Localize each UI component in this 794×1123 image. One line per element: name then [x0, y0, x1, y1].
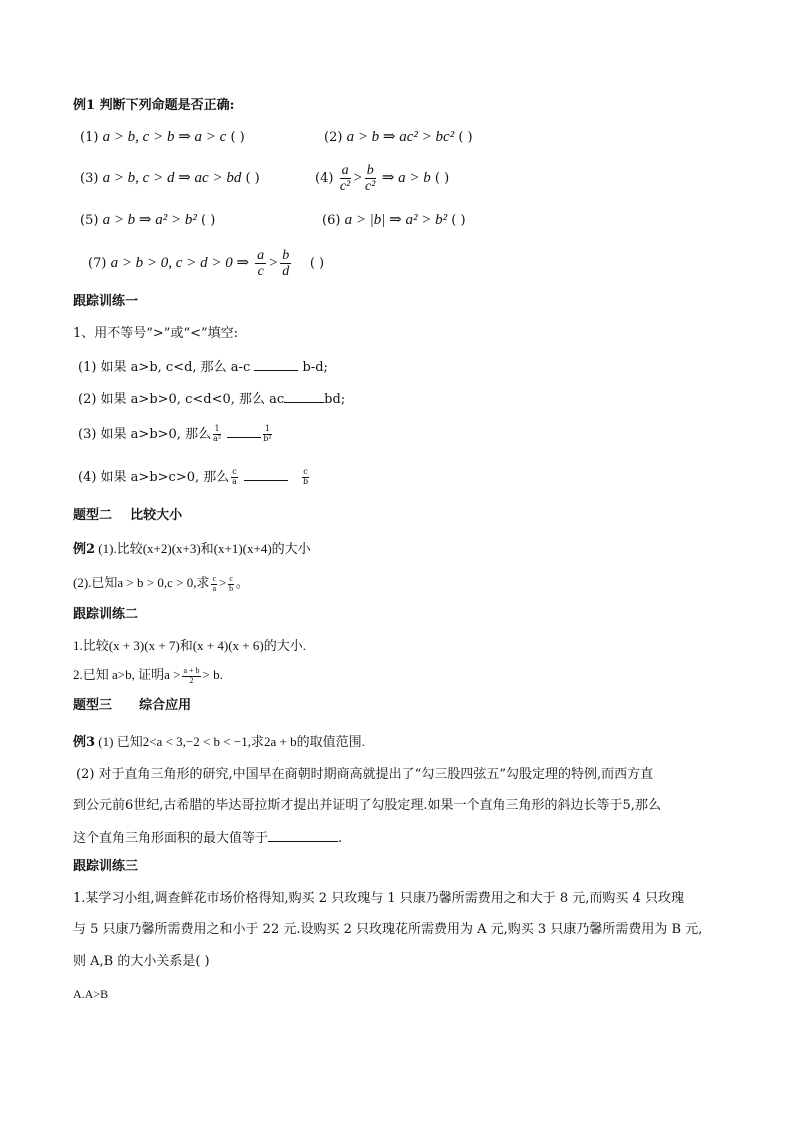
training-3-line1: 1.某学习小组,调查鲜花市场价格得知,购买 2 只玫瑰与 1 只康乃馨所需费用之和大于 8 元,而购买 4 只玫瑰 [73, 891, 684, 906]
answer-blank[interactable] [268, 829, 338, 842]
example-3-q1: 例3 (1) 已知2<a < 3,−2 < b < −1,求2a + b的取值范围. [73, 734, 365, 750]
example-2-q2: (2).已知a > b > 0,c > 0,求 $\frac{c}{a}$ > $\frac{c}{b}$ 。 [73, 573, 249, 593]
training-1-title: 跟踪训练一 [73, 294, 139, 309]
example-2-q1: 例2 (1).比较(x+2)(x+3)和(x+1)(x+4)的大小 [73, 541, 311, 557]
fraction: $\frac{b}{\text{c²}}$ [364, 162, 376, 194]
training-1-q4: (4) 如果 a>b>c>0, 那么 $\frac{c}{a}$ $\frac{c}{b}$ [78, 467, 309, 486]
option-a[interactable]: A.A>B [73, 987, 109, 1001]
ex1-item-7: (7) a > b > 0, c > d > 0 ⇒ $\frac{a}{c}$ > $\frac{b}{d}$ ( ) [88, 247, 325, 279]
fraction: $\frac{c}{a}$ [212, 573, 217, 593]
ex1-item-3: (3) a > b, c > d ⇒ ac > bd ( ) [80, 170, 260, 186]
example-3-q2-line1: (2) 对于直角三角形的研究,中国早在商朝时期商高就提出了“勾三股四弦五”勾股定理的特例,而西方直 [76, 767, 654, 782]
answer-blank[interactable] [254, 358, 298, 371]
training-3-line2: 与 5 只康乃馨所需费用之和小于 22 元.设购买 2 只玫瑰花所需费用为 A 元,购买 3 只康乃馨所需费用为 B 元, [73, 922, 703, 937]
training-1-q1: (1) 如果 a>b, c<d, 那么 a-c b-d; [78, 360, 328, 375]
training-3-line3: 则 A,B 的大小关系是( ) [73, 954, 210, 969]
fraction: $\frac{c}{a}$ [232, 467, 237, 486]
fraction: $\frac{1}{\text{a²}}$ [213, 424, 222, 443]
training-3-title: 跟踪训练三 [73, 859, 139, 874]
training-1-q3: (3) 如果 a>b>0, 那么 $\frac{1}{\text{a²}}$ $\frac{1}{\text{b²}}$ [78, 424, 272, 443]
fraction: $\frac{c}{b}$ [302, 467, 309, 486]
fraction: $\frac{a}{c}$ [257, 247, 265, 279]
training-1-q2: (2) 如果 a>b>0, c<d<0, 那么 ac bd; [78, 392, 346, 407]
type-3-title: 题型三 综合应用 [73, 698, 192, 713]
fraction: $\frac{c}{b}$ [229, 573, 234, 593]
example-1-title: 例1 判断下列命题是否正确: [73, 98, 235, 113]
fraction: $\frac{a}{\text{c²}}$ [339, 162, 351, 194]
answer-blank[interactable] [244, 468, 288, 481]
ex1-item-1: (1) a > b, c > b ⇒ a > c ( ) [80, 129, 245, 145]
training-2-q1: 1.比较(x + 3)(x + 7)和(x + 4)(x + 6)的大小. [73, 638, 306, 653]
training-2-q2: 2.已知 a>b, 证明a > $\frac{a + b}{2}$ > b. [73, 665, 223, 685]
answer-blank[interactable] [284, 390, 324, 403]
training-2-title: 跟踪训练二 [73, 607, 139, 622]
fraction: $\frac{b}{d}$ [282, 247, 290, 279]
fraction: $\frac{1}{\text{b²}}$ [263, 424, 272, 443]
example-3-q2-line3: 这个直角三角形面积的最大值等于 . [73, 831, 343, 846]
answer-blank[interactable] [227, 425, 261, 438]
example-3-q2-line2: 到公元前6世纪,古希腊的毕达哥拉斯才提出并证明了勾股定理.如果一个直角三角形的斜边长等于5,那么 [73, 798, 661, 813]
training-1-intro: 1、用不等号“>”或“<”填空: [73, 326, 239, 341]
ex1-item-4: (4) $\frac{a}{\text{c²}}$ > $\frac{b}{\text{c²}}$ ⇒ a > b ( ) [315, 162, 450, 194]
fraction: $\frac{a + b}{2}$ [183, 665, 200, 685]
type-2-title: 题型二 比较大小 [73, 508, 183, 523]
ex1-item-5: (5) a > b ⇒ a² > b² ( ) [80, 212, 216, 228]
ex1-item-2: (2) a > b ⇒ ac² > bc² ( ) [324, 129, 473, 145]
ex1-item-6: (6) a > |b| ⇒ a² > b² ( ) [322, 212, 466, 228]
